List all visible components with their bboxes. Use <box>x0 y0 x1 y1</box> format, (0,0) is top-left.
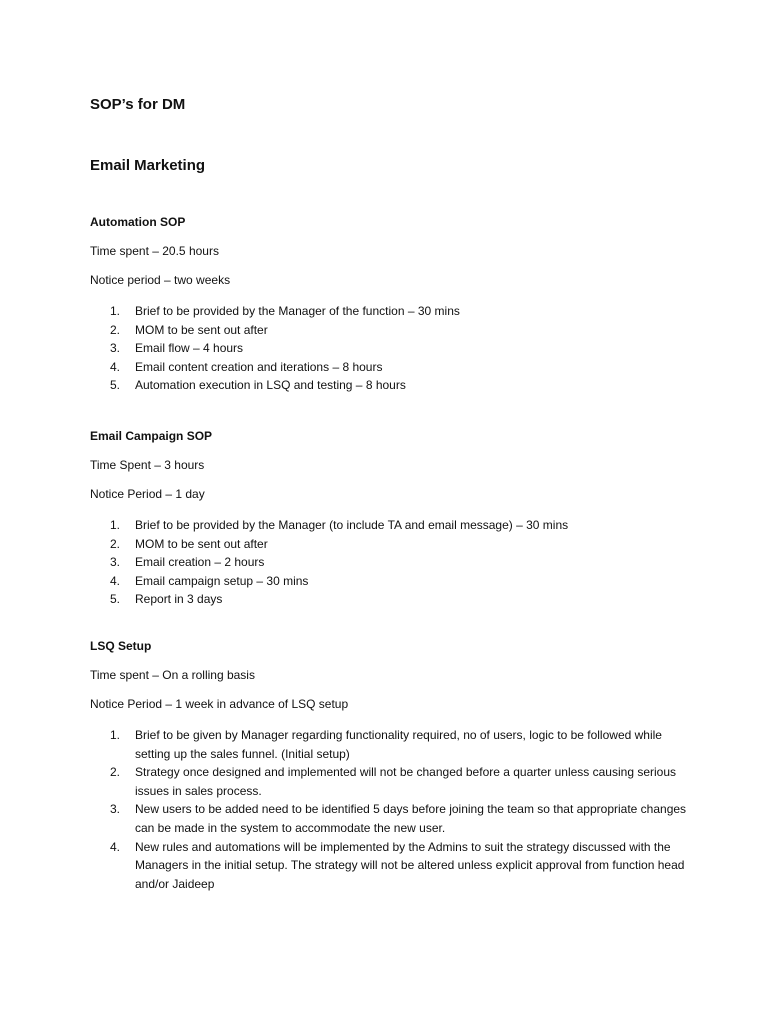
step-number: 4. <box>110 839 121 854</box>
list-item <box>90 572 708 591</box>
list-item <box>90 516 708 535</box>
sop-automation <box>90 215 708 395</box>
sop-heading: Automation SOP <box>90 215 186 229</box>
list-item <box>90 838 708 894</box>
steps-list <box>90 516 708 609</box>
list-item <box>90 302 708 321</box>
step-number: 4. <box>110 359 121 374</box>
step-number: 1. <box>110 304 121 318</box>
step-text: Strategy once designed and implemented will not be changed before a quarter unless causing serious issues in sales process. <box>135 765 677 798</box>
notice-period-line: Notice Period – 1 day <box>90 486 205 501</box>
list-item <box>90 321 708 340</box>
step-text: Email creation – 2 hours <box>135 555 265 570</box>
step-text: Email content creation and iterations – 8 hours <box>135 359 383 374</box>
sop-lsq-setup <box>90 639 708 893</box>
notice-period-line: Notice period – two weeks <box>90 273 231 287</box>
step-text: New users to be added need to be identified 5 days before joining the team so that appropriate changes can be made in the system to accommodate the new user. <box>135 802 687 835</box>
step-text: Brief to be provided by the Manager (to include TA and email message) – 30 mins <box>135 517 569 532</box>
step-text: Brief to be given by Manager regarding functionality required, no of users, logic to be followed while setting up the sales funnel. (Initial setup) <box>135 727 662 761</box>
notice-period-line: Notice Period – 1 week in advance of LSQ setup <box>90 696 349 711</box>
step-text: Automation execution in LSQ and testing – 8 hours <box>135 378 406 393</box>
list-item <box>90 726 708 763</box>
sop-heading: Email Campaign SOP <box>90 428 213 443</box>
step-number: 4. <box>110 573 121 588</box>
list-item <box>90 339 708 358</box>
list-item <box>90 376 708 395</box>
step-text: Report in 3 days <box>135 592 223 607</box>
step-text: Email campaign setup – 30 mins <box>135 573 309 588</box>
document-title: SOP’s for DM <box>90 96 186 113</box>
section-title: Email Marketing <box>90 157 206 174</box>
step-number: 3. <box>110 555 121 570</box>
step-number: 2. <box>110 765 121 780</box>
step-number: 5. <box>110 592 121 607</box>
sop-email-campaign <box>90 429 708 609</box>
time-spent-line: Time spent – On a rolling basis <box>90 667 255 682</box>
list-item <box>90 535 708 554</box>
step-number: 3. <box>110 341 121 356</box>
step-number: 3. <box>110 802 121 817</box>
step-number: 2. <box>110 536 121 551</box>
list-item <box>90 763 708 800</box>
step-number: 2. <box>110 322 121 337</box>
steps-list <box>90 726 708 893</box>
list-item <box>90 590 708 609</box>
step-text: Email flow – 4 hours <box>135 341 244 356</box>
steps-list <box>90 302 708 395</box>
step-number: 5. <box>110 378 121 393</box>
time-spent-line: Time spent – 20.5 hours <box>90 244 219 258</box>
step-text: Brief to be provided by the Manager of the function – 30 mins <box>135 304 460 318</box>
sop-heading: LSQ Setup <box>90 638 152 653</box>
step-text: MOM to be sent out after <box>135 536 268 551</box>
list-item <box>90 358 708 377</box>
step-number: 1. <box>110 517 121 532</box>
list-item <box>90 800 708 837</box>
step-text: New rules and automations will be implemented by the Admins to suit the strategy discussed with the Managers in the initial setup. The strategy will not be altered unless explicit approval from function head and/or Jaideep <box>135 839 685 891</box>
step-text: MOM to be sent out after <box>135 322 268 337</box>
step-number: 1. <box>110 727 121 742</box>
list-item <box>90 553 708 572</box>
time-spent-line: Time Spent – 3 hours <box>90 457 205 472</box>
